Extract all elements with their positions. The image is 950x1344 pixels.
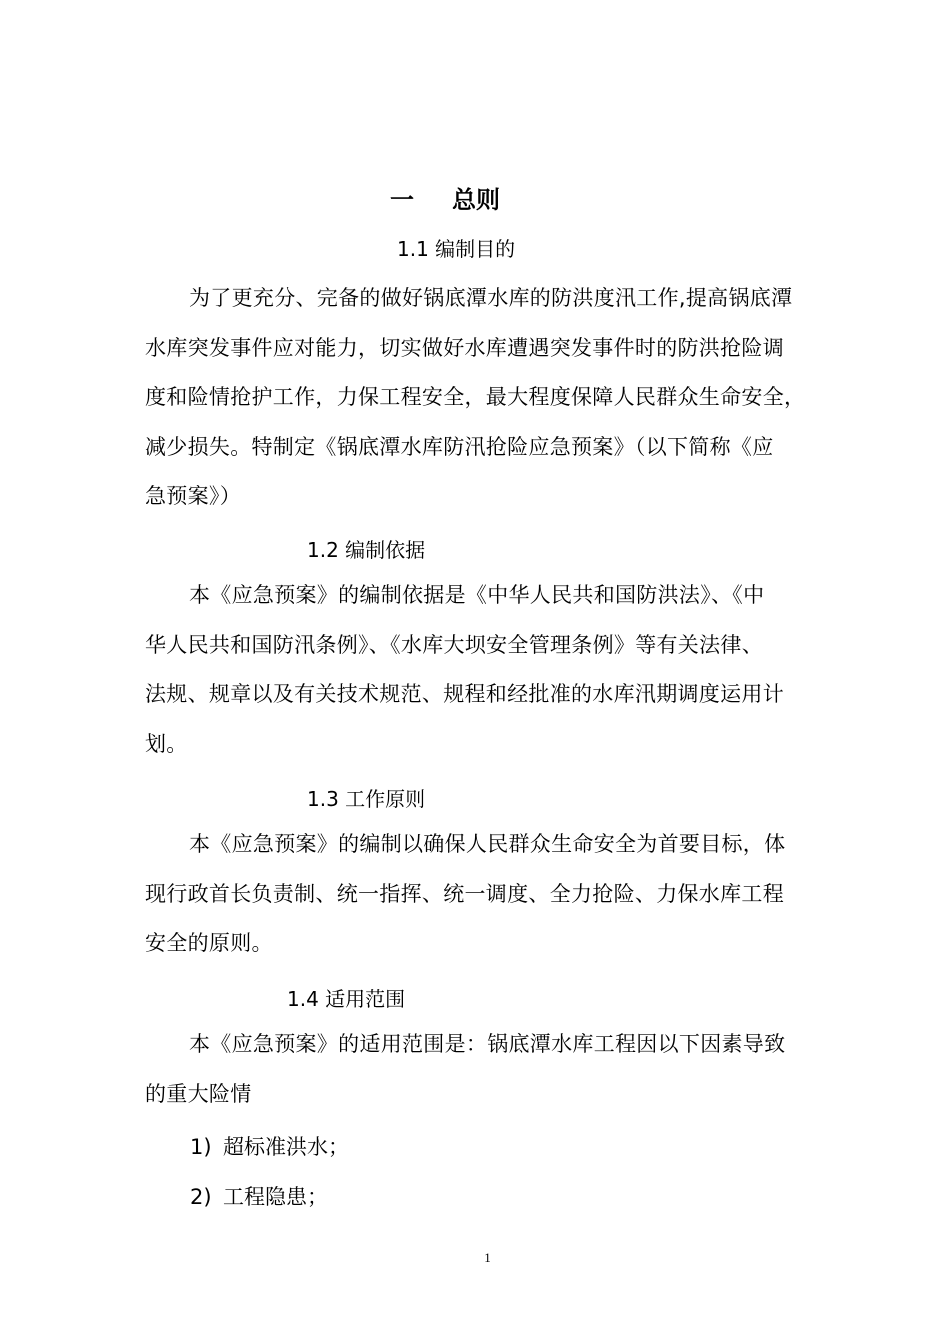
list-item xyxy=(190,1181,328,1211)
section-paragraph-1-4 xyxy=(145,1020,845,1119)
paragraph-line: 本《应急预案》的编制依据是《中华人民共和国防洪法》、《中 xyxy=(189,583,765,607)
list-item-text: 超标准洪水； xyxy=(223,1135,349,1159)
list-marker: 1) xyxy=(190,1135,212,1159)
list-item xyxy=(190,1131,349,1161)
paragraph-line: 为了更充分、完备的做好锅底潭水库的防洪度汛工作,提高锅底潭 xyxy=(189,286,793,310)
paragraph-line: 法规、规章以及有关技术规范、规程和经批准的水库汛期调度运用计 xyxy=(145,682,784,706)
paragraph-line: 度和险情抢护工作，力保工程安全，最大程度保障人民群众生命安全， xyxy=(145,385,806,409)
paragraph-line: 本《应急预案》的编制以确保人民群众生命安全为首要目标，体 xyxy=(189,832,786,856)
list-item-text: 工程隐患； xyxy=(223,1185,328,1209)
paragraph-line: 安全的原则。 xyxy=(145,931,273,955)
section-heading-1-4: 1.4 适用范围 xyxy=(287,987,406,1011)
paragraph-line: 急预案》） xyxy=(145,484,241,508)
paragraph-line: 水库突发事件应对能力，切实做好水库遭遇突发事件时的防洪抢险调 xyxy=(145,335,784,360)
paragraph-line: 划。 xyxy=(145,731,188,756)
section-heading-1-1: 1.1 编制目的 xyxy=(397,237,516,261)
paragraph-line: 减少损失。特制定《锅底潭水库防汛抢险应急预案》（以下简称《应 xyxy=(145,434,774,459)
paragraph-line: 的重大险情 xyxy=(145,1081,252,1106)
paragraph-line: 现行政首长负责制、统一指挥、统一调度、全力抢险、力保水库工程 xyxy=(145,881,784,906)
chapter-title xyxy=(390,180,500,215)
section-paragraph-1-2 xyxy=(145,571,845,769)
section-paragraph-1-1 xyxy=(145,274,845,522)
paragraph-line: 本《应急预案》的适用范围是：锅底潭水库工程因以下因素导致 xyxy=(189,1032,786,1056)
section-heading-1-3: 1.3 工作原则 xyxy=(307,787,426,811)
section-paragraph-1-3 xyxy=(145,820,845,969)
section-heading-1-2: 1.2 编制依据 xyxy=(307,538,426,562)
chapter-title-text: 总则 xyxy=(452,186,500,214)
paragraph-line: 华人民共和国防汛条例》、《水库大坝安全管理条例》等有关法律、 xyxy=(145,632,763,657)
list-marker: 2) xyxy=(190,1185,212,1209)
chapter-number: 一 xyxy=(390,186,414,214)
page-number: 1 xyxy=(484,1250,491,1265)
